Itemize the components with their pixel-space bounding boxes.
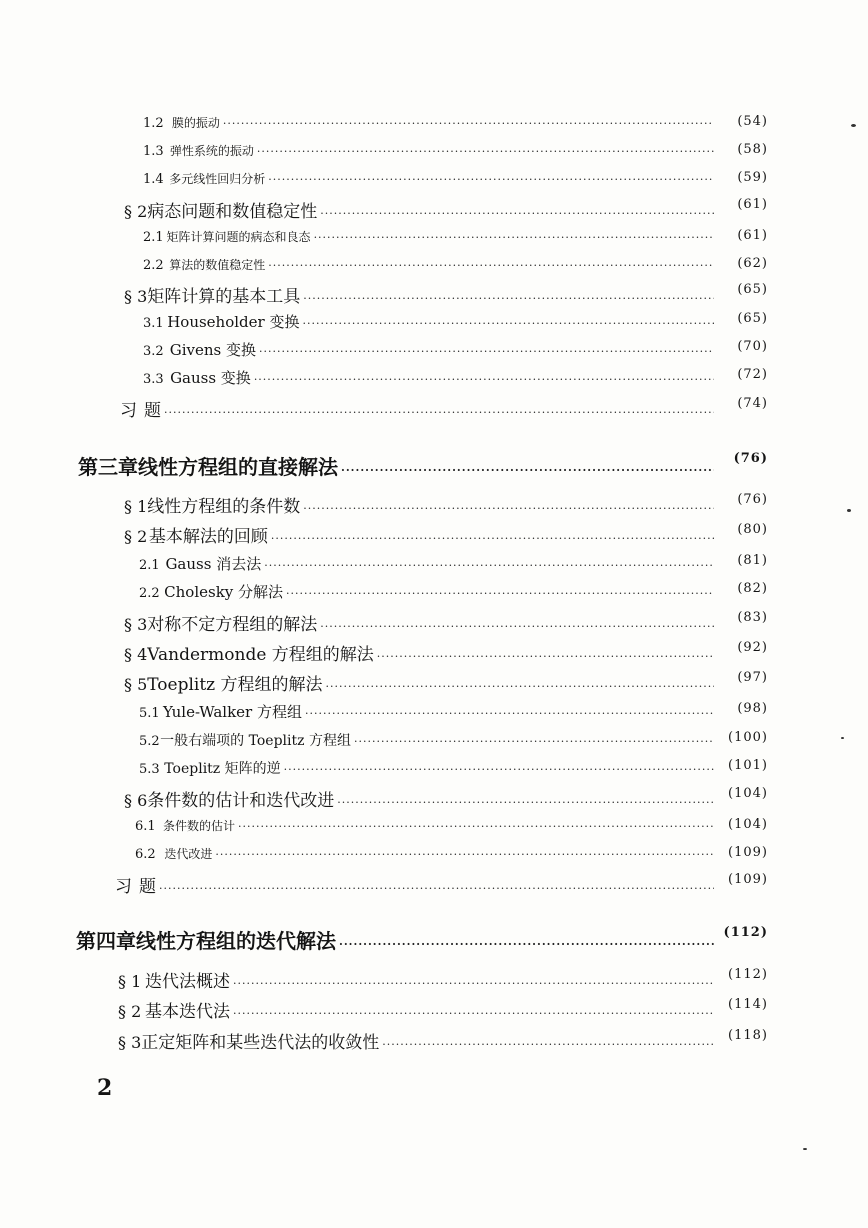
dot-leader	[337, 797, 714, 808]
toc-ch3-entry-2-1	[139, 553, 768, 574]
chapter-number: 第三章	[78, 455, 138, 479]
toc-section-3	[124, 282, 768, 307]
entry-title: Toeplitz 方程组的解法	[147, 675, 323, 695]
toc-ch3-entry-6-1	[135, 817, 768, 834]
dot-leader	[264, 560, 714, 571]
entry-title: 对称不定方程组的解法	[147, 615, 318, 635]
entry-page: (58)	[737, 142, 768, 157]
entry-page: (74)	[737, 396, 768, 411]
entry-page: (104)	[728, 786, 768, 801]
dot-leader	[268, 260, 714, 271]
entry-page: (65)	[737, 311, 768, 326]
toc-ch3-entry-2-2	[139, 581, 768, 602]
dot-leader	[314, 232, 714, 243]
entry-title: 迭代法概述	[145, 972, 231, 992]
toc-ch3-entry-6-2	[135, 845, 768, 862]
entry-number: 3.1	[143, 316, 164, 331]
entry-title: 条件数的估计和迭代改进	[147, 791, 335, 811]
entry-title: 矩阵计算问题的病态和良态	[166, 230, 311, 244]
entry-number: 5.2	[139, 734, 160, 749]
entry-title: 多元线性回归分析	[169, 172, 266, 186]
toc-ch3-section-4	[124, 640, 768, 665]
dot-leader	[284, 764, 714, 775]
entry-number: 6.2	[135, 847, 156, 862]
dot-leader	[215, 849, 714, 860]
entry-page: (81)	[737, 553, 768, 568]
dot-leader	[286, 588, 714, 599]
entry-title: 条件数的估计	[162, 819, 235, 833]
dot-leader	[271, 533, 714, 544]
dot-leader	[302, 318, 714, 329]
scan-speck	[851, 124, 856, 127]
entry-title: Vandermonde 方程组的解法	[147, 645, 374, 665]
entry-page: (72)	[737, 367, 768, 382]
entry-page: (59)	[737, 170, 768, 185]
toc-entry-2-2	[143, 256, 768, 273]
entry-number: § 3	[124, 287, 148, 306]
entry-number: § 5	[124, 675, 148, 694]
dot-leader	[382, 1039, 714, 1050]
entry-title: Yule-Walker 方程组	[163, 703, 302, 721]
toc-entry-2-1	[143, 228, 768, 245]
entry-title: 基本迭代法	[145, 1002, 231, 1022]
entry-title: 线性方程组的条件数	[147, 497, 301, 517]
entry-page: (80)	[737, 522, 768, 537]
dot-leader	[377, 651, 714, 662]
dot-leader	[354, 736, 714, 747]
toc-entry-3-1	[143, 311, 768, 332]
dot-leader	[254, 374, 714, 385]
dot-leader	[303, 503, 714, 514]
entry-number: 1.4	[143, 172, 164, 187]
toc-entry-1-4	[143, 170, 768, 187]
entry-number: § 4	[124, 645, 148, 664]
toc-ch4-section-3	[118, 1028, 768, 1053]
dot-leader	[223, 118, 714, 129]
chapter-title: 线性方程组的直接解法	[138, 455, 338, 479]
entry-number: 2.2	[143, 258, 164, 273]
toc-ch3-section-6	[124, 786, 768, 811]
dot-leader	[159, 883, 714, 894]
dot-leader	[320, 621, 714, 632]
entry-page: (118)	[728, 1028, 768, 1043]
entry-number: § 1	[124, 497, 148, 516]
entry-number: 3.2	[143, 344, 164, 359]
entry-page: (104)	[728, 817, 768, 832]
entry-page: (109)	[728, 845, 768, 860]
toc-chapter-4	[76, 925, 768, 954]
entry-number: § 2	[118, 1002, 142, 1021]
dot-leader	[268, 174, 714, 185]
entry-number: 6.1	[135, 819, 156, 834]
entry-number: 习	[120, 401, 145, 421]
entry-page: (92)	[737, 640, 768, 655]
entry-title: 迭代改进	[164, 847, 213, 861]
entry-page: (112)	[723, 925, 768, 940]
toc-exercises-ch3	[115, 872, 768, 897]
entry-title: 病态问题和数值稳定性	[147, 202, 318, 222]
page-number: 2	[97, 1075, 113, 1101]
toc-entry-1-2	[143, 114, 768, 131]
entry-page: (83)	[737, 610, 768, 625]
entry-page: (54)	[737, 114, 768, 129]
toc-ch3-section-1	[124, 492, 768, 517]
entry-page: (61)	[737, 228, 768, 243]
dot-leader	[341, 465, 714, 476]
entry-number: § 3	[124, 615, 148, 634]
toc-entry-3-2	[143, 339, 768, 360]
entry-title: Gauss 消去法	[165, 555, 262, 573]
entry-page: (82)	[737, 581, 768, 596]
entry-title: 膜的振动	[171, 116, 220, 130]
entry-number: 5.1	[139, 706, 160, 721]
toc-section-2	[124, 197, 768, 222]
scan-speck	[841, 737, 844, 739]
entry-title: 矩阵计算的基本工具	[147, 287, 301, 307]
entry-number: 1.2	[143, 116, 164, 131]
entry-number: 3.3	[143, 372, 164, 387]
toc-chapter-3	[78, 451, 768, 480]
chapter-number: 第四章	[76, 929, 136, 953]
entry-page: (62)	[737, 256, 768, 271]
entry-page: (98)	[737, 701, 768, 716]
toc-ch3-entry-5-1	[139, 701, 768, 722]
entry-page: (65)	[737, 282, 768, 297]
toc-ch3-section-5	[124, 670, 768, 695]
dot-leader	[326, 681, 714, 692]
entry-title: 基本解法的回顾	[148, 527, 268, 547]
entry-number: 2.2	[139, 586, 160, 601]
entry-number: § 1	[118, 972, 142, 991]
toc-entry-3-3	[143, 367, 768, 388]
entry-page: (100)	[728, 730, 768, 745]
entry-page: (112)	[728, 967, 768, 982]
dot-leader	[303, 293, 714, 304]
dot-leader	[305, 708, 714, 719]
entry-page: (76)	[733, 451, 768, 466]
toc-ch3-section-2	[124, 522, 768, 547]
entry-page: (70)	[737, 339, 768, 354]
dot-leader	[257, 146, 714, 157]
entry-title: Givens 变换	[169, 341, 257, 359]
entry-page: (101)	[728, 758, 768, 773]
entry-page: (76)	[737, 492, 768, 507]
entry-page: (109)	[728, 872, 768, 887]
entry-page: (61)	[737, 197, 768, 212]
entry-page: (97)	[737, 670, 768, 685]
toc-entry-1-3	[143, 142, 768, 159]
entry-title: Gauss 变换	[170, 369, 251, 387]
scan-speck	[803, 1148, 807, 1150]
entry-title: 一般右端项的 Toeplitz 方程组	[160, 733, 351, 749]
toc-ch3-entry-5-2	[139, 730, 768, 750]
toc-ch3-entry-5-3	[139, 758, 768, 778]
entry-title: 题	[144, 401, 161, 421]
entry-number: 2.1	[143, 230, 164, 245]
dot-leader	[259, 346, 714, 357]
dot-leader	[320, 208, 714, 219]
dot-leader	[238, 821, 714, 832]
entry-number: 1.3	[143, 144, 164, 159]
entry-page: (114)	[728, 997, 768, 1012]
entry-title: 题	[139, 877, 156, 897]
entry-title: 正定矩阵和某些迭代法的收敛性	[141, 1033, 380, 1053]
entry-title: Householder 变换	[167, 313, 300, 331]
toc-exercises-ch2	[120, 396, 768, 421]
entry-title: 弹性系统的振动	[169, 144, 254, 158]
entry-title: Toeplitz 矩阵的逆	[164, 761, 281, 777]
entry-title: Cholesky 分解法	[164, 583, 284, 601]
entry-number: 2.1	[139, 558, 160, 573]
toc-ch4-section-2	[118, 997, 768, 1022]
entry-number: § 6	[124, 791, 148, 810]
dot-leader	[233, 978, 714, 989]
entry-title: 算法的数值稳定性	[169, 258, 266, 272]
scan-speck	[847, 509, 851, 512]
entry-number: § 2	[124, 202, 148, 221]
entry-number: § 3	[118, 1033, 142, 1052]
entry-number: § 2	[124, 527, 148, 546]
toc-ch4-section-1	[118, 967, 768, 992]
dot-leader	[339, 939, 714, 950]
entry-number: 习	[115, 877, 140, 897]
dot-leader	[233, 1008, 714, 1019]
toc-ch3-section-3	[124, 610, 768, 635]
entry-number: 5.3	[139, 762, 160, 777]
dot-leader	[164, 407, 714, 418]
chapter-title: 线性方程组的迭代解法	[136, 929, 336, 953]
